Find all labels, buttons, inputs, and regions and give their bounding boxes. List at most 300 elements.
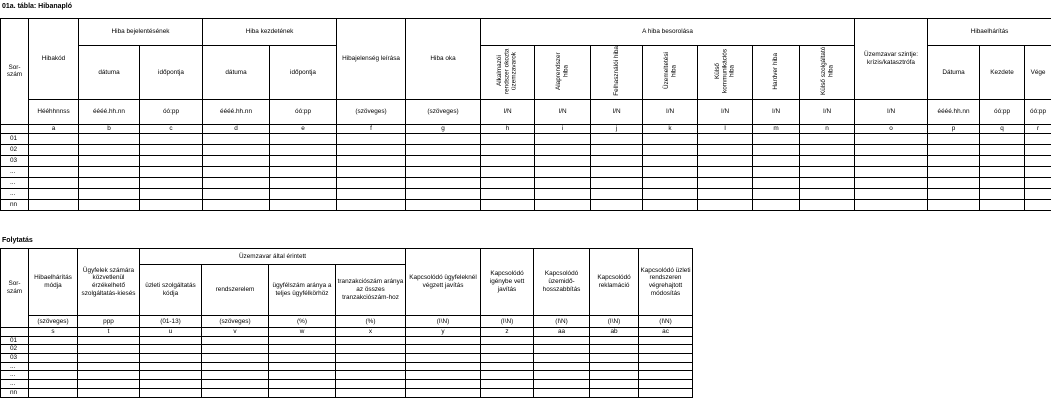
data-cell[interactable] [639,354,693,363]
data-cell[interactable] [591,166,643,177]
data-cell[interactable] [591,155,643,166]
data-cell[interactable] [29,188,79,199]
data-cell[interactable] [980,133,1025,144]
format-cell: óó:pp [270,99,337,124]
besorolas-col-header: Felhasználói hiba [591,46,643,100]
data-cell[interactable] [29,388,78,397]
data-cell[interactable] [643,166,698,177]
data-cell[interactable] [270,155,337,166]
data-cell[interactable] [591,177,643,188]
reklamacio-header: Kapcsolódó reklamáció [590,249,639,316]
row-number: 03 [1,354,29,363]
data-cell[interactable] [202,354,269,363]
data-cell[interactable] [140,144,203,155]
data-cell[interactable] [202,345,269,354]
data-cell[interactable] [590,371,639,380]
data-cell[interactable] [79,188,140,199]
data-cell[interactable] [29,177,79,188]
data-cell[interactable] [590,336,639,345]
table-row [1,362,693,371]
data-cell[interactable] [269,380,336,389]
data-cell[interactable] [800,199,855,210]
data-cell[interactable] [29,199,79,210]
format-cell: (%) [336,316,406,328]
kezdet-datuma-header: dátuma [203,46,270,100]
data-cell[interactable] [481,144,535,155]
column-letter: n [800,124,855,133]
data-cell[interactable] [855,199,928,210]
rendszerelem-header: rendszerelem [202,265,269,316]
row-number: 01 [1,133,29,144]
data-cell[interactable] [269,354,336,363]
data-cell[interactable] [406,380,481,389]
column-letter: i [535,124,591,133]
data-cell[interactable] [336,371,406,380]
data-cell[interactable] [406,188,481,199]
data-cell[interactable] [203,133,270,144]
besorolas-col-header: Alkalmazói rendszer okozta üzemzavarok [481,46,535,100]
data-cell[interactable] [535,166,591,177]
column-letter: z [481,328,534,337]
row-number: nn [1,199,29,210]
data-cell[interactable] [535,188,591,199]
data-cell[interactable] [203,188,270,199]
column-letter: x [336,328,406,337]
hibanaplo-table [0,18,1051,211]
data-cell[interactable] [29,362,78,371]
data-cell[interactable] [753,133,800,144]
data-cell[interactable] [203,166,270,177]
data-cell[interactable] [698,188,753,199]
format-cell: I/N [698,99,753,124]
format-cell: (I\N) [639,316,693,328]
data-cell[interactable] [481,188,535,199]
format-cell: I/N [643,99,698,124]
table-row [1,354,693,363]
data-cell[interactable] [79,133,140,144]
format-cell: I/N [535,99,591,124]
column-letter: w [269,328,336,337]
data-cell[interactable] [928,144,980,155]
data-cell[interactable] [29,345,78,354]
data-cell[interactable] [270,199,337,210]
format-cell: óó:pp [1025,99,1051,124]
data-cell[interactable] [406,133,481,144]
data-cell[interactable] [29,144,79,155]
data-cell[interactable] [481,362,534,371]
data-cell[interactable] [800,155,855,166]
data-cell[interactable] [643,177,698,188]
column-letter: o [855,124,928,133]
data-cell[interactable] [79,155,140,166]
data-cell[interactable] [481,199,535,210]
column-letter: m [753,124,800,133]
data-cell[interactable] [591,144,643,155]
data-cell[interactable] [1025,144,1051,155]
format-cell: I/N [591,99,643,124]
data-cell[interactable] [928,155,980,166]
data-cell[interactable] [1025,177,1051,188]
data-cell[interactable] [336,354,406,363]
data-cell[interactable] [140,155,203,166]
data-cell[interactable] [928,166,980,177]
bejelentes-group-header: Hiba bejelentésének [79,19,203,46]
data-cell[interactable] [270,144,337,155]
column-letter: k [643,124,698,133]
data-cell[interactable] [140,177,203,188]
data-cell[interactable] [980,177,1025,188]
ugyfelek-kieses-header: Ügyfelek számára közvetlenül érzékelhető szolgáltatás-kiesés [78,249,140,316]
column-letter: ac [639,328,693,337]
data-cell[interactable] [534,362,590,371]
data-cell[interactable] [980,199,1025,210]
data-cell[interactable] [202,371,269,380]
data-cell[interactable] [203,155,270,166]
data-cell[interactable] [203,177,270,188]
data-cell[interactable] [753,166,800,177]
data-cell[interactable] [534,371,590,380]
data-cell[interactable] [140,380,202,389]
data-cell[interactable] [29,354,78,363]
data-cell[interactable] [406,177,481,188]
data-cell[interactable] [1025,155,1051,166]
column-letter: g [406,124,481,133]
kezdet-group-header: Hiba kezdetének [203,19,337,46]
data-cell[interactable] [535,144,591,155]
data-cell[interactable] [800,177,855,188]
format-cell: I/N [800,99,855,124]
data-cell[interactable] [590,345,639,354]
uzemzavar-szint-header: Üzemzavar szintje: krízis/katasztrófa [855,19,928,100]
data-cell[interactable] [481,177,535,188]
data-cell[interactable] [29,133,79,144]
data-cell[interactable] [269,388,336,397]
format-cell: ppp [78,316,140,328]
data-cell[interactable] [29,371,78,380]
data-cell[interactable] [643,188,698,199]
column-letter: u [140,328,202,337]
data-cell[interactable] [202,388,269,397]
hibakod-header: Hibakód [29,19,79,100]
table-row [1,388,693,397]
data-cell[interactable] [534,388,590,397]
data-cell[interactable] [140,354,202,363]
row-number: 02 [1,144,29,155]
data-cell[interactable] [534,345,590,354]
data-cell[interactable] [928,133,980,144]
format-cell: (I\N) [406,316,481,328]
data-cell[interactable] [481,133,535,144]
data-cell[interactable] [203,144,270,155]
data-cell[interactable] [336,345,406,354]
column-letter: c [140,124,203,133]
data-cell[interactable] [928,199,980,210]
besorolas-col-header: Hardver hiba [753,46,800,100]
hiba-oka-header: Hiba oka [406,19,481,100]
table-row [1,380,693,389]
data-cell[interactable] [29,336,78,345]
data-cell[interactable] [336,362,406,371]
data-cell[interactable] [698,166,753,177]
data-cell[interactable] [855,133,928,144]
row-number: ... [1,188,29,199]
data-cell[interactable] [639,336,693,345]
besorolas-col-header: Külső szolgáltató hiba [800,46,855,100]
elharitas-group-header: Hibaelhárítás [928,19,1051,46]
data-cell[interactable] [140,362,202,371]
data-cell[interactable] [855,155,928,166]
format-cell: (01-13) [140,316,202,328]
data-cell[interactable] [855,188,928,199]
bejelentes-idopontja-header: időpontja [140,46,203,100]
data-cell[interactable] [481,155,535,166]
data-cell[interactable] [643,144,698,155]
data-cell[interactable] [78,345,140,354]
igenybe-header: Kapcsolódó igénybe vett javítás [481,249,534,316]
format-cell: (I\N) [590,316,639,328]
table1-title: 01a. tábla: Hibanapló [2,3,73,10]
data-cell[interactable] [269,371,336,380]
data-cell[interactable] [78,362,140,371]
data-cell[interactable] [753,188,800,199]
row-number: nn [1,388,29,397]
data-cell[interactable] [980,188,1025,199]
column-letter: a [29,124,79,133]
data-cell[interactable] [406,354,481,363]
data-cell[interactable] [406,371,481,380]
format-cell: Hééhhnnss [29,99,79,124]
column-letter: aa [534,328,590,337]
data-cell[interactable] [270,188,337,199]
data-cell[interactable] [79,199,140,210]
data-cell[interactable] [336,388,406,397]
data-cell[interactable] [337,166,406,177]
column-letter: q [980,124,1025,133]
data-cell[interactable] [481,345,534,354]
data-cell[interactable] [928,177,980,188]
data-cell[interactable] [78,371,140,380]
data-cell[interactable] [639,345,693,354]
data-cell[interactable] [79,144,140,155]
data-cell[interactable] [800,144,855,155]
data-cell[interactable] [78,354,140,363]
row-number: 02 [1,345,29,354]
data-cell[interactable] [270,177,337,188]
column-letter: f [337,124,406,133]
data-cell[interactable] [481,336,534,345]
data-cell[interactable] [202,362,269,371]
data-cell[interactable] [639,388,693,397]
data-cell[interactable] [406,166,481,177]
data-cell[interactable] [643,199,698,210]
format-cell: I/N [481,99,535,124]
data-cell[interactable] [337,199,406,210]
table-row [1,199,1051,210]
data-cell[interactable] [406,144,481,155]
data-cell[interactable] [270,166,337,177]
data-cell[interactable] [753,177,800,188]
data-cell[interactable] [800,188,855,199]
format-cell: (%) [269,316,336,328]
data-cell[interactable] [481,166,535,177]
data-cell[interactable] [980,166,1025,177]
data-cell[interactable] [29,380,78,389]
data-cell[interactable] [1025,133,1051,144]
data-cell[interactable] [79,166,140,177]
data-cell[interactable] [337,133,406,144]
data-cell[interactable] [406,336,481,345]
data-cell[interactable] [855,166,928,177]
table-row [1,371,693,380]
hibaelharitas-modja-header: Hibaelhárítás módja [29,249,78,316]
data-cell[interactable] [270,133,337,144]
format-cell: I/N [855,99,928,124]
data-cell[interactable] [698,144,753,155]
data-cell[interactable] [406,362,481,371]
data-cell[interactable] [698,199,753,210]
data-cell[interactable] [800,166,855,177]
data-cell[interactable] [800,133,855,144]
data-cell[interactable] [140,133,203,144]
data-cell[interactable] [534,336,590,345]
data-cell[interactable] [336,380,406,389]
format-cell: óó:pp [140,99,203,124]
data-cell[interactable] [140,188,203,199]
data-cell[interactable] [481,388,534,397]
besorolas-col-header: Üzemeltetési hiba [643,46,698,100]
table-row [1,144,1051,155]
sorszam-header: Sor-szám [1,19,29,125]
data-cell[interactable] [591,188,643,199]
data-cell[interactable] [140,371,202,380]
data-cell[interactable] [140,336,202,345]
data-cell[interactable] [591,133,643,144]
besorolas-col-header: Külső kommunikációs hiba [698,46,753,100]
uzemzavar-group-header: Üzemzavar által érintett [140,249,406,265]
data-cell[interactable] [980,155,1025,166]
data-cell[interactable] [336,336,406,345]
data-cell[interactable] [337,177,406,188]
data-cell[interactable] [535,177,591,188]
row-number: ... [1,380,29,389]
bejelentes-datuma-header: dátuma [79,46,140,100]
row-number: ... [1,166,29,177]
data-cell[interactable] [643,133,698,144]
javitas-header: Kapcsolódó ügyfeleknél végzett javítás [406,249,481,316]
data-cell[interactable] [481,354,534,363]
data-cell[interactable] [78,336,140,345]
data-cell[interactable] [140,345,202,354]
column-letter: j [591,124,643,133]
data-cell[interactable] [269,336,336,345]
data-cell[interactable] [590,354,639,363]
data-cell[interactable] [202,380,269,389]
data-cell[interactable] [1025,188,1051,199]
data-cell[interactable] [753,199,800,210]
elharitas-kezdete-header: Kezdete [980,46,1025,100]
data-cell[interactable] [698,177,753,188]
data-cell[interactable] [1025,199,1051,210]
data-cell[interactable] [643,155,698,166]
data-cell[interactable] [535,155,591,166]
data-cell[interactable] [337,144,406,155]
data-cell[interactable] [203,199,270,210]
column-letter: s [29,328,78,337]
data-cell[interactable] [535,199,591,210]
data-cell[interactable] [535,133,591,144]
data-cell[interactable] [79,177,140,188]
column-letter: b [79,124,140,133]
data-cell[interactable] [269,362,336,371]
data-cell[interactable] [534,354,590,363]
data-cell[interactable] [855,144,928,155]
data-cell[interactable] [29,155,79,166]
data-cell[interactable] [406,155,481,166]
table-row [1,345,693,354]
data-cell[interactable] [753,144,800,155]
besorolas-col-header: Alaprendszer hiba [535,46,591,100]
column-letter: t [78,328,140,337]
data-cell[interactable] [980,144,1025,155]
data-cell[interactable] [753,155,800,166]
data-cell[interactable] [406,199,481,210]
column-letter: p [928,124,980,133]
data-cell[interactable] [140,166,203,177]
data-cell[interactable] [855,177,928,188]
row-number: ... [1,177,29,188]
data-cell[interactable] [591,199,643,210]
data-cell[interactable] [140,199,203,210]
data-cell[interactable] [269,345,336,354]
data-cell[interactable] [698,155,753,166]
data-cell[interactable] [29,166,79,177]
data-cell[interactable] [481,380,534,389]
folytatas-table [0,248,693,398]
data-cell[interactable] [698,133,753,144]
data-cell[interactable] [406,345,481,354]
format-cell: (I\N) [481,316,534,328]
data-cell[interactable] [928,188,980,199]
uzleti-kod-header: üzleti szolgáltatás kódja [140,265,202,316]
data-cell[interactable] [1025,166,1051,177]
format-cell: (szöveges) [29,316,78,328]
table-row [1,166,1051,177]
data-cell[interactable] [639,362,693,371]
data-cell[interactable] [639,380,693,389]
data-cell[interactable] [481,371,534,380]
elharitas-datuma-header: Dátuma [928,46,980,100]
data-cell[interactable] [78,388,140,397]
data-cell[interactable] [590,380,639,389]
data-cell[interactable] [406,388,481,397]
column-letter: v [202,328,269,337]
data-cell[interactable] [337,155,406,166]
data-cell[interactable] [590,362,639,371]
data-cell[interactable] [78,380,140,389]
format-cell: (szöveges) [202,316,269,328]
data-cell[interactable] [639,371,693,380]
column-letter: r [1025,124,1051,133]
data-cell[interactable] [140,388,202,397]
uzleti-modositas-header: Kapcsolódó üzleti rendszeren végrehajtott módosítás [639,249,693,316]
column-letter: l [698,124,753,133]
row-number: 01 [1,336,29,345]
data-cell[interactable] [337,188,406,199]
table-row [1,336,693,345]
data-cell[interactable] [534,380,590,389]
data-cell[interactable] [590,388,639,397]
data-cell[interactable] [202,336,269,345]
